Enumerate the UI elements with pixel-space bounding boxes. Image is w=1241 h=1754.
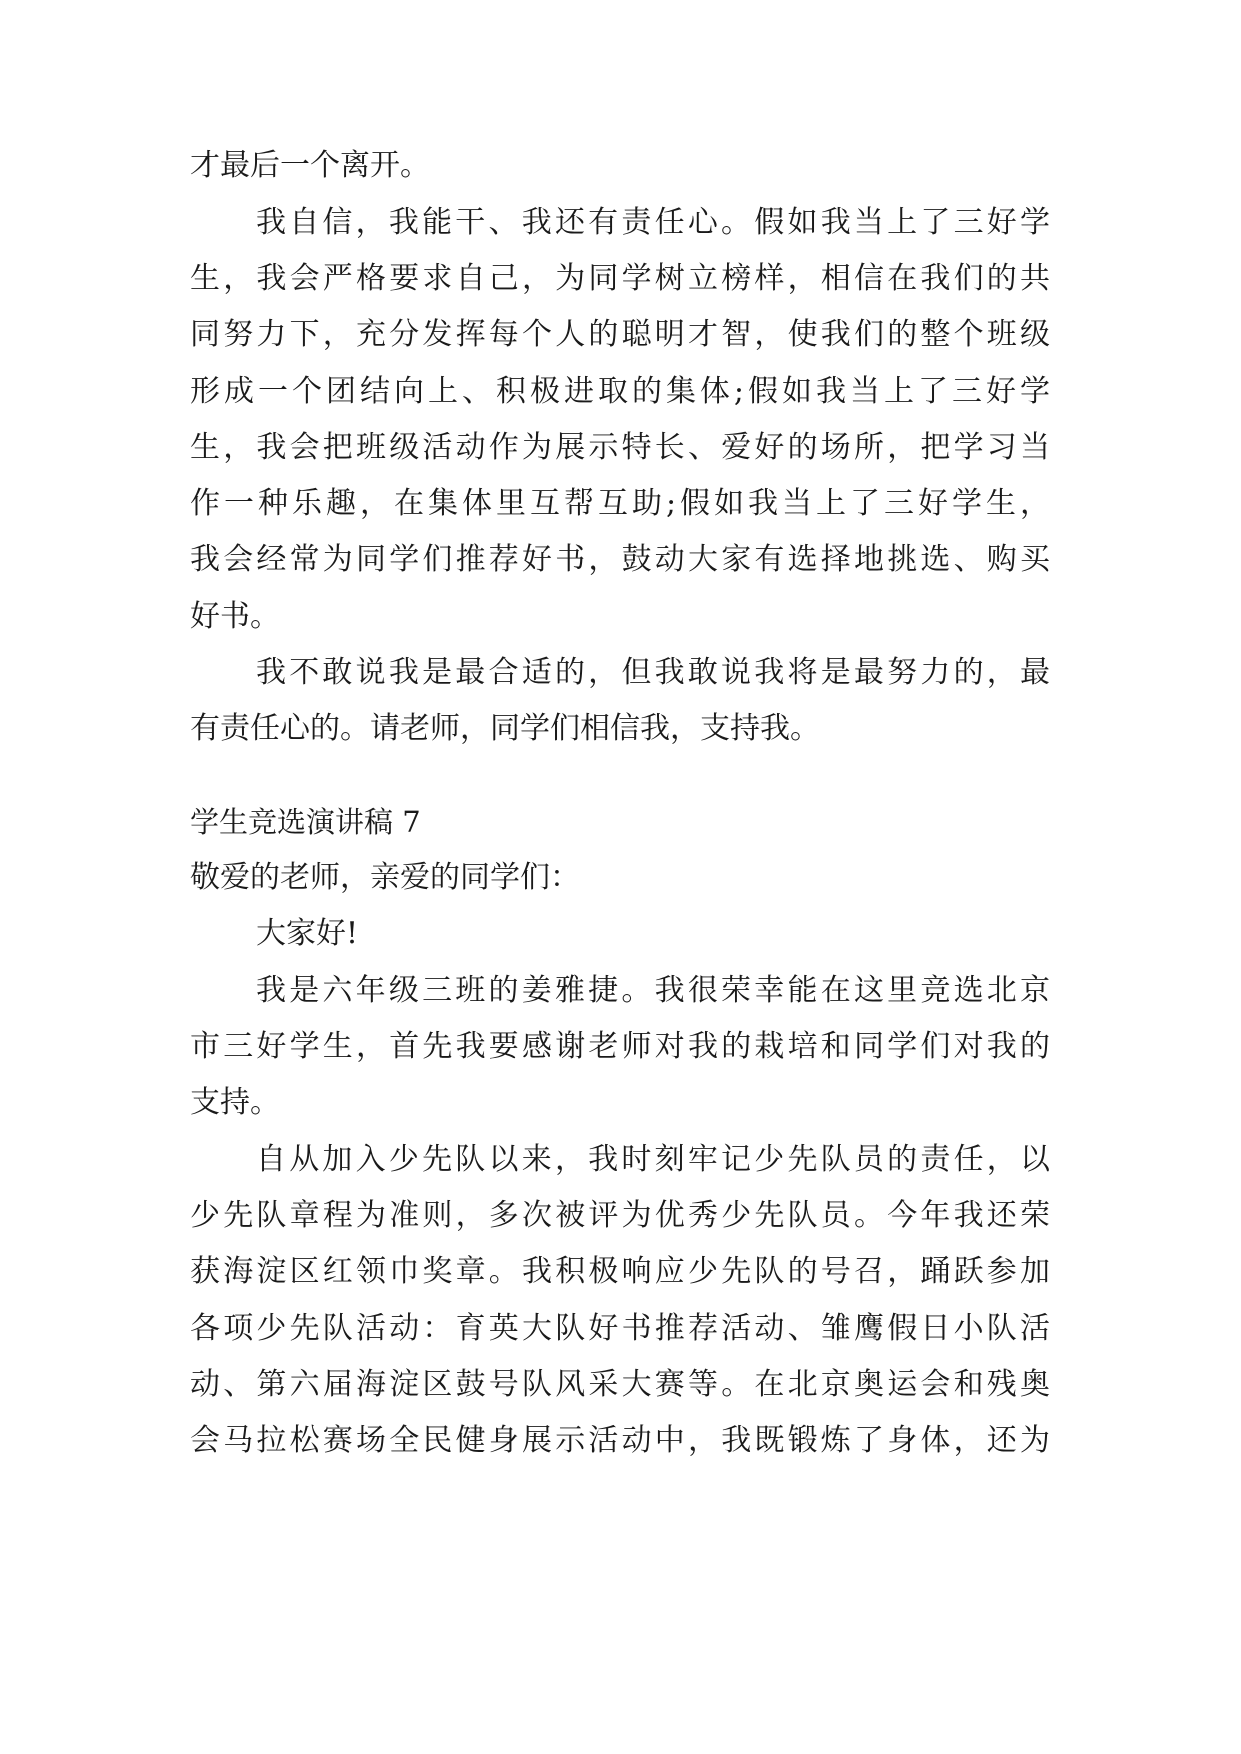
text-line: 少先队章程为准则，多次被评为优秀少先队员。今年我还荣 — [190, 1198, 1050, 1233]
paragraph-first-line: 我自信，我能干、我还有责任心。假如我当上了三好学 — [256, 205, 1050, 240]
greeting: 大家好! — [256, 916, 359, 951]
paragraph-first-line: 自从加入少先队以来，我时刻牢记少先队员的责任，以 — [256, 1142, 1050, 1177]
text-line: 形成一个团结向上、积极进取的集体;假如我当上了三好学 — [190, 374, 1050, 409]
salutation: 敬爱的老师，亲爱的同学们： — [190, 860, 580, 895]
paragraph-first-line: 我不敢说我是最合适的，但我敢说我将是最努力的，最 — [256, 655, 1050, 690]
text-line: 动、第六届海淀区鼓号队风采大赛等。在北京奥运会和残奥 — [190, 1367, 1050, 1402]
text-line: 作一种乐趣，在集体里互帮互助;假如我当上了三好学生， — [190, 486, 1050, 521]
text-line: 市三好学生，首先我要感谢老师对我的栽培和同学们对我的 — [190, 1029, 1050, 1064]
text-line: 获海淀区红领巾奖章。我积极响应少先队的号召，踊跃参加 — [190, 1254, 1050, 1289]
text-line: 支持。 — [190, 1085, 280, 1120]
text-line: 好书。 — [190, 599, 280, 634]
text-line: 才最后一个离开。 — [190, 148, 430, 183]
text-line: 各项少先队活动：育英大队好书推荐活动、雏鹰假日小队活 — [190, 1311, 1050, 1346]
text-line: 生，我会严格要求自己，为同学树立榜样，相信在我们的共 — [190, 261, 1050, 296]
text-line: 会马拉松赛场全民健身展示活动中，我既锻炼了身体，还为 — [190, 1423, 1050, 1458]
text-line: 有责任心的。请老师，同学们相信我，支持我。 — [190, 711, 820, 746]
section-heading: 学生竞选演讲稿 7 — [190, 805, 421, 839]
text-line: 生，我会把班级活动作为展示特长、爱好的场所，把学习当 — [190, 430, 1050, 465]
paragraph-first-line: 我是六年级三班的姜雅捷。我很荣幸能在这里竞选北京 — [256, 973, 1050, 1008]
text-line: 我会经常为同学们推荐好书，鼓动大家有选择地挑选、购买 — [190, 542, 1050, 577]
text-line: 同努力下，充分发挥每个人的聪明才智，使我们的整个班级 — [190, 317, 1050, 352]
